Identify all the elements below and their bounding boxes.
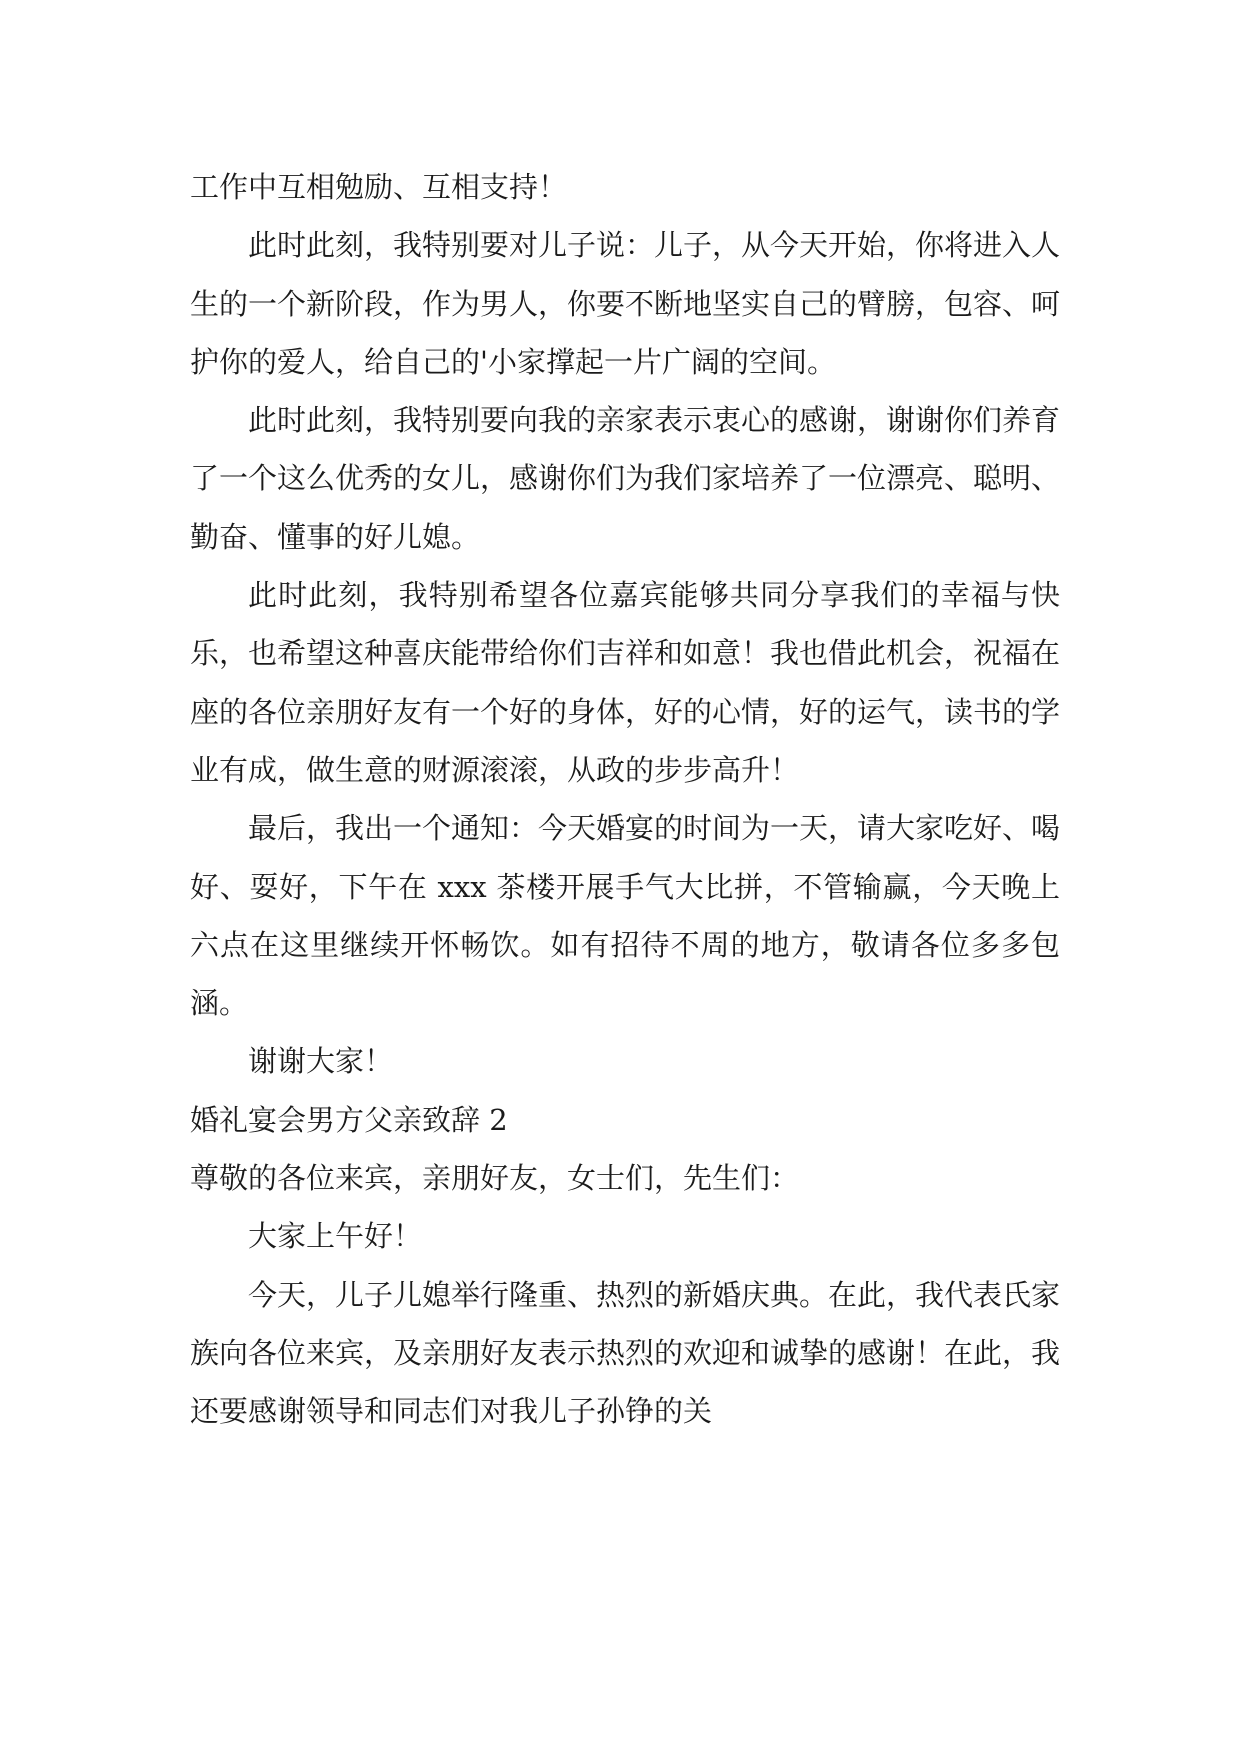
paragraph-to-son: 此时此刻，我特别要对儿子说：儿子，从今天开始，你将进入人生的一个新阶段，作为男人，你要不断地坚实自己的臂膀，包容、呵护你的爱人，给自己的'小家撑起一片广阔的空间。: [190, 228, 1061, 379]
section-title: 婚礼宴会男方父亲致辞 2: [190, 1102, 508, 1137]
paragraph-thanks: 谢谢大家！: [248, 1044, 394, 1079]
paragraph-notice: 最后，我出一个通知：今天婚宴的时间为一天，请大家吃好、喝好、耍好，下午在 xxx 茶楼开展手气大比拼，不管输赢，今天晚上六点在这里继续开怀畅饮。如有招待不周的地方，敬请各位多多包涵。: [190, 811, 1061, 1021]
paragraph-continuation: 工作中互相勉励、互相支持！: [190, 170, 568, 204]
paragraph-opening: 今天，儿子儿媳举行隆重、热烈的新婚庆典。在此，我代表氏家族向各位来宾，及亲朋好友表示热烈的欢迎和诚挚的感谢！在此，我还要感谢领导和同志们对我儿子孙铮的关: [190, 1277, 1061, 1429]
paragraph-salutation: 尊敬的各位来宾，亲朋好友，女士们，先生们：: [190, 1161, 800, 1196]
paragraph-to-guests: 此时此刻，我特别希望各位嘉宾能够共同分享我们的幸福与快乐，也希望这种喜庆能带给你们吉祥和如意！我也借此机会，祝福在座的各位亲朋好友有一个好的身体，好的心情，好的运气，读书的学业有成，做生意的财源滚滚，从政的步步高升！: [190, 578, 1061, 787]
document-body: [190, 158, 1060, 1441]
paragraph-greeting: 大家上午好！: [248, 1219, 423, 1254]
paragraph-to-in-laws: 此时此刻，我特别要向我的亲家表示衷心的感谢，谢谢你们养育了一个这么优秀的女儿，感谢你们为我们家培养了一位漂亮、聪明、勤奋、懂事的好儿媳。: [190, 403, 1061, 554]
